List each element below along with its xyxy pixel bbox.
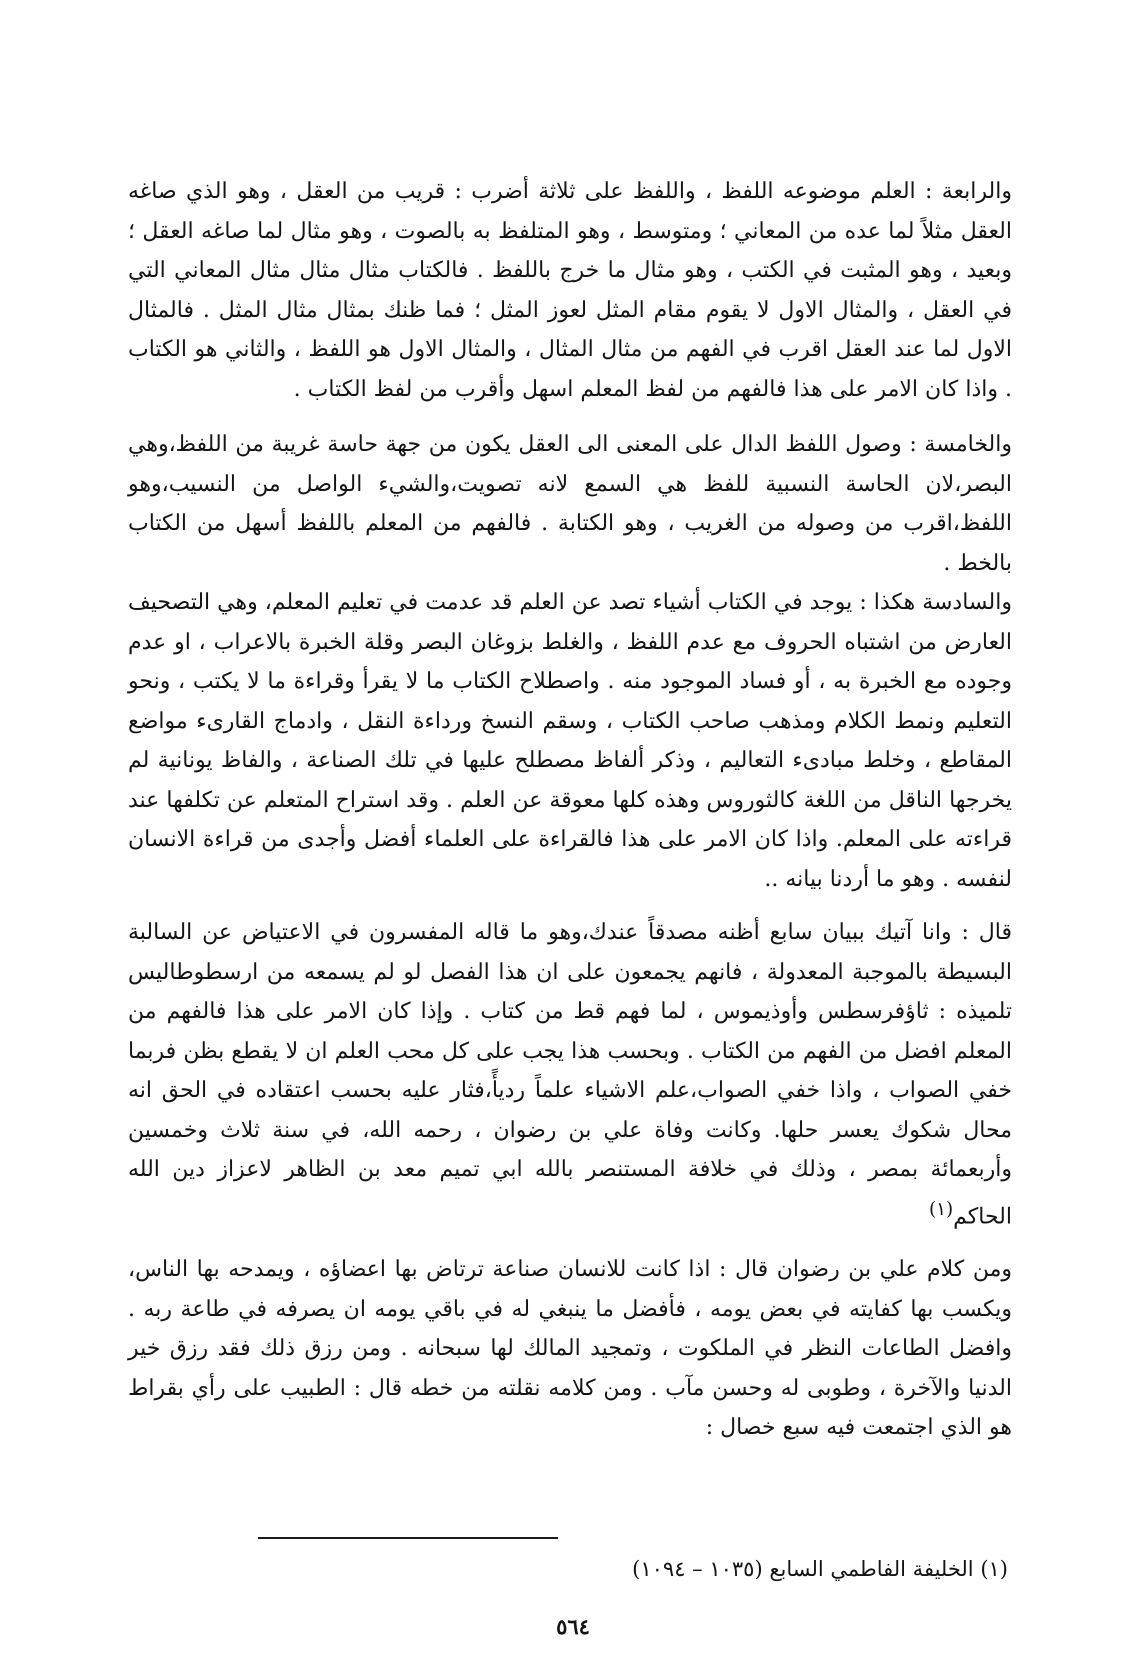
paragraph-fifth-reason: والخامسة : وصول اللفظ الدال على المعنى الى العقل يكون من جهة حاسة غريبة من اللفظ،وهي البصر،لان الحاسة النسبية للفظ هي السمع لانه تصويت،والشيء الواصل من النسيب،وهو اللفظ،اقرب من وصوله من الغريب ، وهو الكتابة . فالفهم من المعلم باللفظ أسهل من الكتاب بالخط . [128,432,1012,576]
paragraph-seventh-reason [128,913,1012,1236]
page-number: ٥٦٤ [556,1614,590,1639]
paragraph-fourth-reason: والرابعة : العلم موضوعه اللفظ ، واللفظ على ثلاثة أضرب : قريب من العقل ، وهو الذي صاغه العقل مثلاً لما عده من المعاني ؛ ومتوسط ، وهو المتلفظ به بالصوت ، وهو مثال لما صاغه العقل ؛ وبعيد ، وهو المثبت في الكتب ، وهو مثال ما خرج باللفظ . فالكتاب مثال مثال مثال المعاني التي في العقل ، والمثال الاول لا يقوم مقام المثل لعوز المثل ؛ فما ظنك بمثال مثال المثل . فالمثال الاول لما عند العقل اقرب في الفهم من مثال المثال ، والمثال الاول هو اللفظ ، والثاني هو الكتاب . واذا كان الامر على هذا فالفهم من لفظ المعلم اسهل وأقرب من لفظ الكتاب . [128,179,1012,402]
paragraph-sayings: ومن كلام علي بن رضوان قال : اذا كانت للانسان صناعة ترتاض بها اعضاؤه ، ويمدحه بها الناس، ويكسب بها كفايته في بعض يومه ، فأفضل ما ينبغي له في باقي يومه ان يصرفه في طاعة ربه . وافضل الطاعات النظر في الملكوت ، وتمجيد المالك لها سبحانه . ومن رزق ذلك فقد رزق خير الدنيا والآخرة ، وطوبى له وحسن مآب . ومن كلامه نقلته من خطه قال : الطبيب على رأي بقراط هو الذي اجتمعت فيه سبع خصال : [128,1257,1012,1441]
footnote: (١) الخليفة الفاطمي السابع (١٠٣٥ – ١٠٩٤) [632,1557,1008,1581]
footnote-divider [258,1537,558,1539]
page-body [128,172,1012,1466]
footnote-marker: (١) [928,1198,954,1220]
paragraph-seventh-text: قال : وانا آتيك ببيان سابع أظنه مصدقاً عندك،وهو ما قاله المفسرون في الاعتياض عن السالبة البسيطة بالموجبة المعدولة ، فانهم يجمعون على ان هذا الفصل لو لم يسمعه من ارسطوطاليس تلميذه : ثاؤفرسطس وأوذيموس ، لما فهم قط من كتاب . وإذا كان الامر على هذا فالفهم من المعلم افضل من الفهم من الكتاب . وبحسب هذا يجب على كل محب العلم ان لا يقطع بظن فربما خفي الصواب ، واذا خفي الصواب،علم الاشياء علماً رديأً،فثار عليه بحسب اعتقاده في الحق انه محال شكوك يعسر حلها. وكانت وفاة علي بن رضوان ، رحمه الله، في سنة ثلاث وخمسين وأربعمائة بمصر ، وذلك في خلافة المستنصر بالله ابي تميم معد بن الظاهر لاعزاز دين الله الحاكم [128,920,1012,1229]
paragraph-sixth-reason: والسادسة هكذا : يوجد في الكتاب أشياء تصد عن العلم قد عدمت في تعليم المعلم، وهي التصحيف العارض من اشتباه الحروف مع عدم اللفظ ، والغلط بزوغان البصر وقلة الخبرة بالاعراب ، او عدم وجوده مع الخبرة به ، أو فساد الموجود منه . واصطلاح الكتاب ما لا يقرأ وقراءة ما لا يكتب ، ونحو التعليم ونمط الكلام ومذهب صاحب الكتاب ، وسقم النسخ ورداءة النقل ، وادماج القارىء مواضع المقاطع ، وخلط مبادىء التعاليم ، وذكر ألفاظ مصطلح عليها في تلك الصناعة ، والفاظ يونانية لم يخرجها الناقل من اللغة كالثوروس وهذه كلها معوقة عن العلم . وقد استراح المتعلم عن تكلفها عند قراءته على المعلم. واذا كان الامر على هذا فالقراءة على العلماء أفضل وأجدى من قراءة الانسان لنفسه . وهو ما أردنا بيانه .. [128,590,1012,892]
